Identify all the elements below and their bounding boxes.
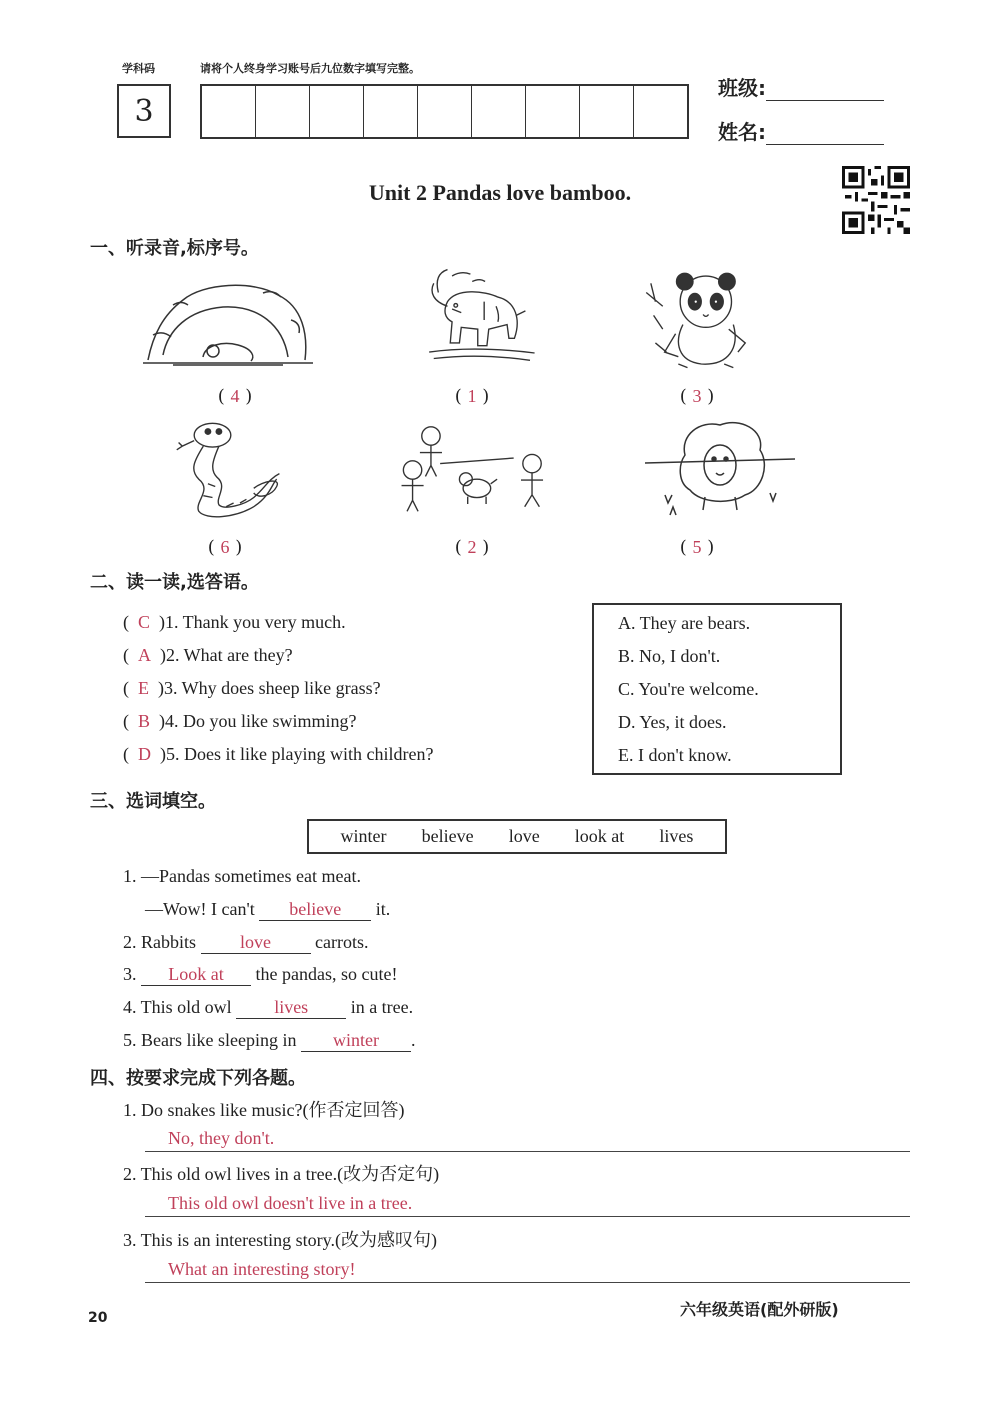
sheep-image xyxy=(640,415,810,525)
digit-box[interactable] xyxy=(202,86,256,137)
subject-code-box: 3 xyxy=(117,84,171,138)
digit-box[interactable] xyxy=(364,86,418,137)
fill-blank[interactable]: believe xyxy=(259,899,371,921)
picture-answer-6: ( 5 ) xyxy=(679,537,715,558)
picture-answer-4: ( 6 ) xyxy=(207,537,243,558)
task-question-2: 2. This old owl lives in a tree.(改为否定句) xyxy=(123,1164,440,1184)
elephant-image xyxy=(390,265,560,375)
question-row: ( A )2. What are they? xyxy=(123,645,293,665)
word-bank-item: believe xyxy=(421,826,474,846)
qr-code-icon[interactable] xyxy=(842,166,910,234)
name-label: 姓名: xyxy=(718,120,766,144)
task-question-3: 3. This is an interesting story.(改为感叹句) xyxy=(123,1230,437,1250)
fill-line-2: 2. Rabbits love carrots. xyxy=(123,932,369,952)
book-title: 六年级英语(配外研版) xyxy=(680,1300,839,1319)
snake-image xyxy=(155,415,325,525)
section3-heading: 三、选词填空。 xyxy=(90,791,216,812)
question-row: ( C )1. Thank you very much. xyxy=(123,612,346,632)
digit-box[interactable] xyxy=(526,86,580,137)
picture-answer-1: ( 4 ) xyxy=(217,386,253,407)
subject-code-label: 学科码 xyxy=(122,62,155,75)
page-number: 20 xyxy=(88,1310,108,1326)
answer-options-box xyxy=(592,603,842,775)
option-item: D. Yes, it does. xyxy=(618,712,727,732)
digit-box[interactable] xyxy=(256,86,310,137)
word-bank-item: lives xyxy=(659,826,694,846)
picture-answer-3: ( 3 ) xyxy=(679,386,715,407)
panda-image xyxy=(630,265,800,375)
task-answer-3[interactable]: What an interesting story! xyxy=(168,1259,356,1279)
answer-line xyxy=(145,1151,910,1152)
fill-line-1b: —Wow! I can't believe it. xyxy=(145,899,391,919)
option-item: A. They are bears. xyxy=(618,613,751,633)
fill-blank[interactable]: lives xyxy=(236,997,346,1019)
fill-line-5: 5. Bears like sleeping in winter . xyxy=(123,1030,416,1050)
fill-blank[interactable]: Look at xyxy=(141,964,251,986)
class-label: 班级: xyxy=(718,76,766,100)
sleeping-bear-cave-image xyxy=(143,275,313,385)
word-bank-item: look at xyxy=(574,826,625,846)
children-playing-with-dog-image xyxy=(385,415,555,525)
option-item: C. You're welcome. xyxy=(618,679,759,699)
digit-box[interactable] xyxy=(310,86,364,137)
task-answer-2[interactable]: This old owl doesn't live in a tree. xyxy=(168,1193,413,1213)
word-bank-item: winter xyxy=(340,826,387,846)
word-bank xyxy=(307,819,727,854)
option-item: B. No, I don't. xyxy=(618,646,721,666)
question-row: ( E )3. Why does sheep like grass? xyxy=(123,678,381,698)
fill-line-1: 1. —Pandas sometimes eat meat. xyxy=(123,866,361,886)
option-item: E. I don't know. xyxy=(618,745,732,765)
digit-box[interactable] xyxy=(580,86,634,137)
fill-blank[interactable]: winter xyxy=(301,1030,411,1052)
class-field[interactable] xyxy=(718,72,884,101)
picture-answer-5: ( 2 ) xyxy=(454,537,490,558)
section1-heading: 一、听录音,标序号。 xyxy=(90,238,259,259)
fill-line-4: 4. This old owl lives in a tree. xyxy=(123,997,414,1017)
digit-box[interactable] xyxy=(418,86,472,137)
picture-answer-2: ( 1 ) xyxy=(454,386,490,407)
fill-blank[interactable]: love xyxy=(201,932,311,954)
digit-box[interactable] xyxy=(634,86,687,137)
name-field[interactable] xyxy=(718,116,884,145)
answer-line xyxy=(145,1216,910,1217)
task-answer-1[interactable]: No, they don't. xyxy=(168,1128,275,1148)
task-question-1: 1. Do snakes like music?(作否定回答) xyxy=(123,1100,405,1120)
section2-heading: 二、读一读,选答语。 xyxy=(90,572,259,593)
word-bank-item: love xyxy=(508,826,540,846)
question-row: ( D )5. Does it like playing with children? xyxy=(123,744,434,764)
question-row: ( B )4. Do you like swimming? xyxy=(123,711,357,731)
account-digit-boxes[interactable] xyxy=(200,84,689,139)
page-title: Unit 2 Pandas love bamboo. xyxy=(368,180,632,205)
account-hint: 请将个人终身学习账号后九位数字填写完整。 xyxy=(200,62,420,75)
fill-line-3: 3. Look at the pandas, so cute! xyxy=(123,964,398,984)
digit-box[interactable] xyxy=(472,86,526,137)
section4-heading: 四、按要求完成下列各题。 xyxy=(90,1068,306,1089)
answer-line xyxy=(145,1282,910,1283)
